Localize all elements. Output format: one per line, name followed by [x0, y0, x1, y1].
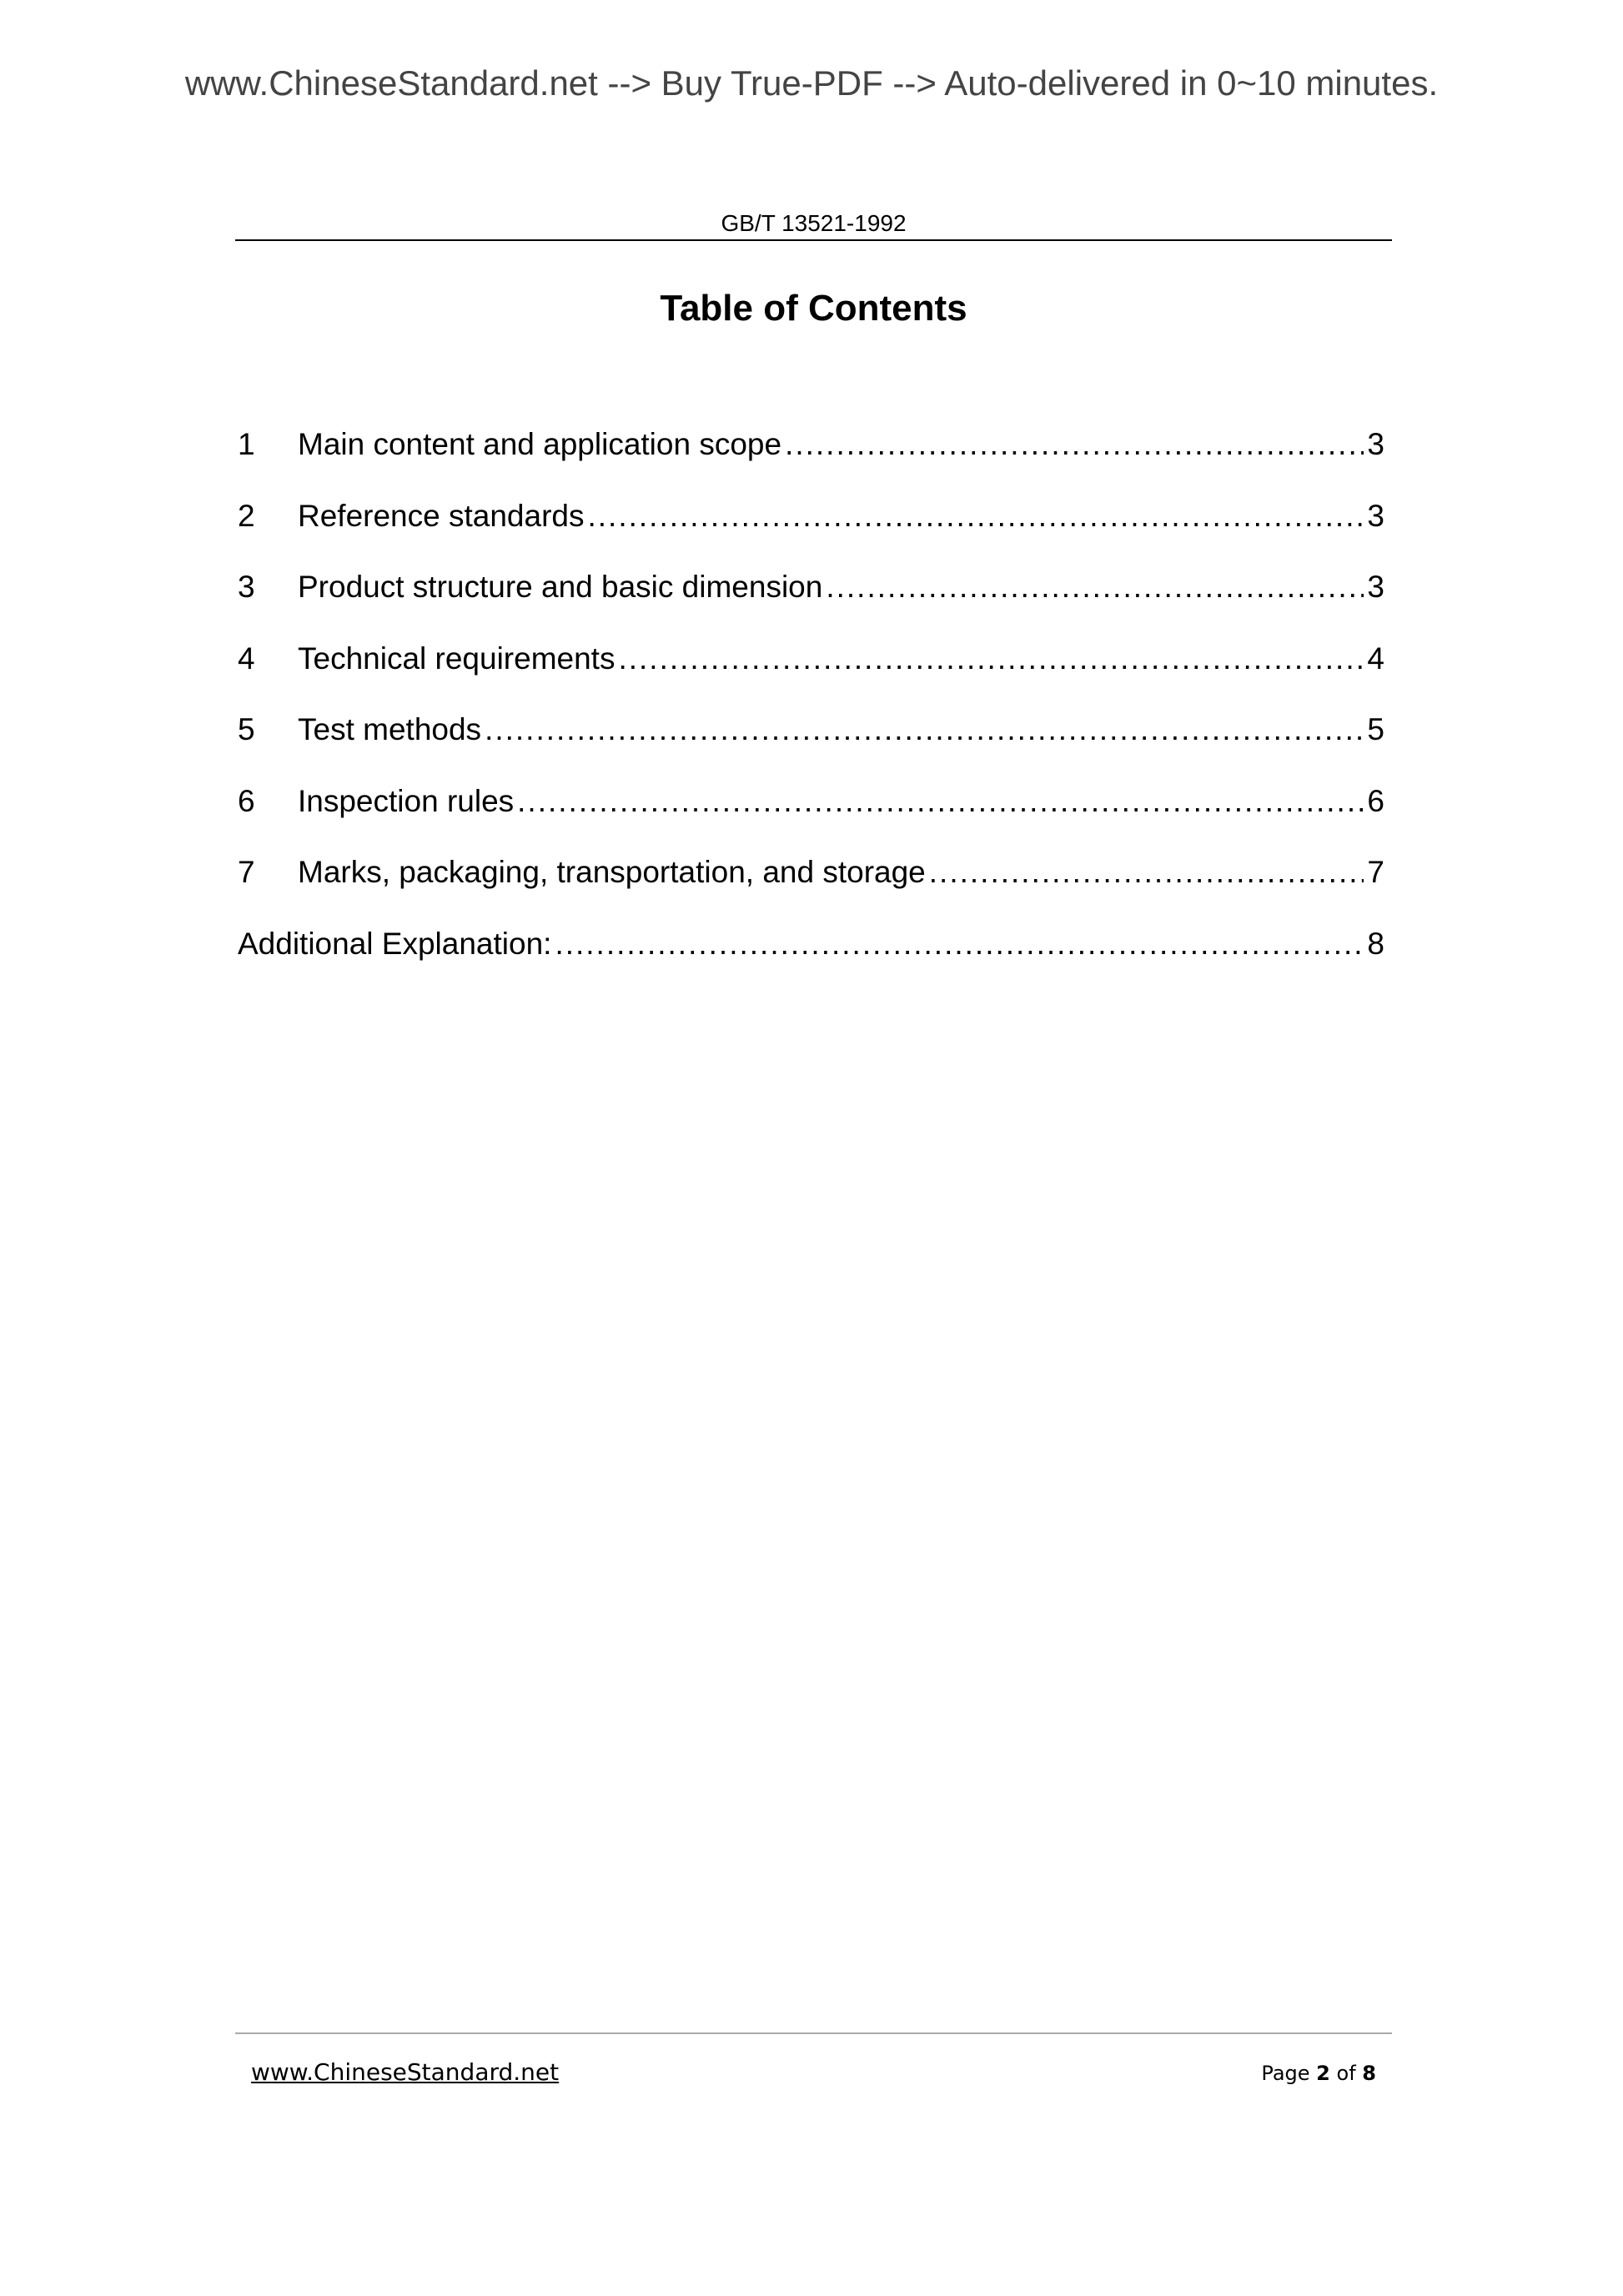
footer-website-link[interactable]: www.ChineseStandard.net	[251, 2058, 560, 2086]
toc-dot-leader	[618, 641, 1364, 676]
toc-entry-5[interactable]	[238, 712, 1384, 784]
toc-entry-title: Reference standards	[298, 498, 585, 533]
toc-entry-number: 6	[238, 783, 255, 818]
toc-entry-7[interactable]	[238, 855, 1384, 927]
standard-code-header: GB/T 13521-1992	[721, 210, 907, 236]
toc-entry-number: 7	[238, 855, 255, 889]
toc-entry-page: 5	[1367, 712, 1384, 746]
page-of-label: of	[1336, 2062, 1356, 2085]
toc-entry-page: 3	[1367, 570, 1384, 604]
top-banner[interactable]: www.ChineseStandard.net --> Buy True-PDF --> Auto-delivered in 0~10 minutes.	[184, 63, 1439, 103]
header-divider	[235, 239, 1392, 241]
toc-entry-number: 1	[238, 427, 255, 461]
table-of-contents	[238, 427, 1384, 997]
toc-entry-title: Inspection rules	[298, 783, 515, 818]
toc-dot-leader	[785, 427, 1364, 462]
page-current: 2	[1316, 2062, 1330, 2085]
toc-title: Table of Contents	[660, 288, 967, 329]
toc-dot-leader	[587, 499, 1364, 534]
toc-entry-title: Product structure and basic dimension	[298, 570, 823, 604]
toc-entry-number: 5	[238, 712, 255, 746]
page-total: 8	[1362, 2062, 1376, 2085]
toc-entry-number: 2	[238, 498, 255, 533]
toc-entry-page: 6	[1367, 783, 1384, 818]
toc-entry-page: 3	[1367, 498, 1384, 533]
toc-entry-6[interactable]	[238, 784, 1384, 856]
toc-entry-title: Main content and application scope	[298, 427, 782, 461]
toc-dot-leader	[555, 927, 1364, 962]
toc-entry-page: 3	[1367, 427, 1384, 461]
toc-entry-number: 4	[238, 641, 255, 676]
toc-entry-page: 7	[1367, 855, 1384, 889]
toc-dot-leader	[517, 784, 1364, 819]
toc-entry-title: Technical requirements	[298, 641, 616, 676]
toc-entry-1[interactable]	[238, 427, 1384, 499]
toc-dot-leader	[929, 855, 1364, 890]
toc-entry-title: Marks, packaging, transportation, and storage	[298, 855, 926, 889]
toc-entry-4[interactable]	[238, 641, 1384, 713]
toc-entry-page: 8	[1367, 926, 1384, 961]
toc-dot-leader	[826, 570, 1364, 605]
toc-entry-title: Test methods	[298, 712, 482, 746]
toc-entry-3[interactable]	[238, 570, 1384, 641]
toc-entry-additional-explanation[interactable]	[238, 927, 1384, 998]
toc-entry-2[interactable]	[238, 499, 1384, 570]
footer-divider	[235, 2032, 1392, 2034]
page-label: Page	[1261, 2062, 1310, 2085]
toc-dot-leader	[485, 712, 1364, 747]
toc-entry-page: 4	[1367, 641, 1384, 676]
toc-entry-title: Additional Explanation:	[238, 926, 552, 961]
toc-entry-number: 3	[238, 570, 255, 604]
page-indicator	[1261, 2062, 1376, 2085]
